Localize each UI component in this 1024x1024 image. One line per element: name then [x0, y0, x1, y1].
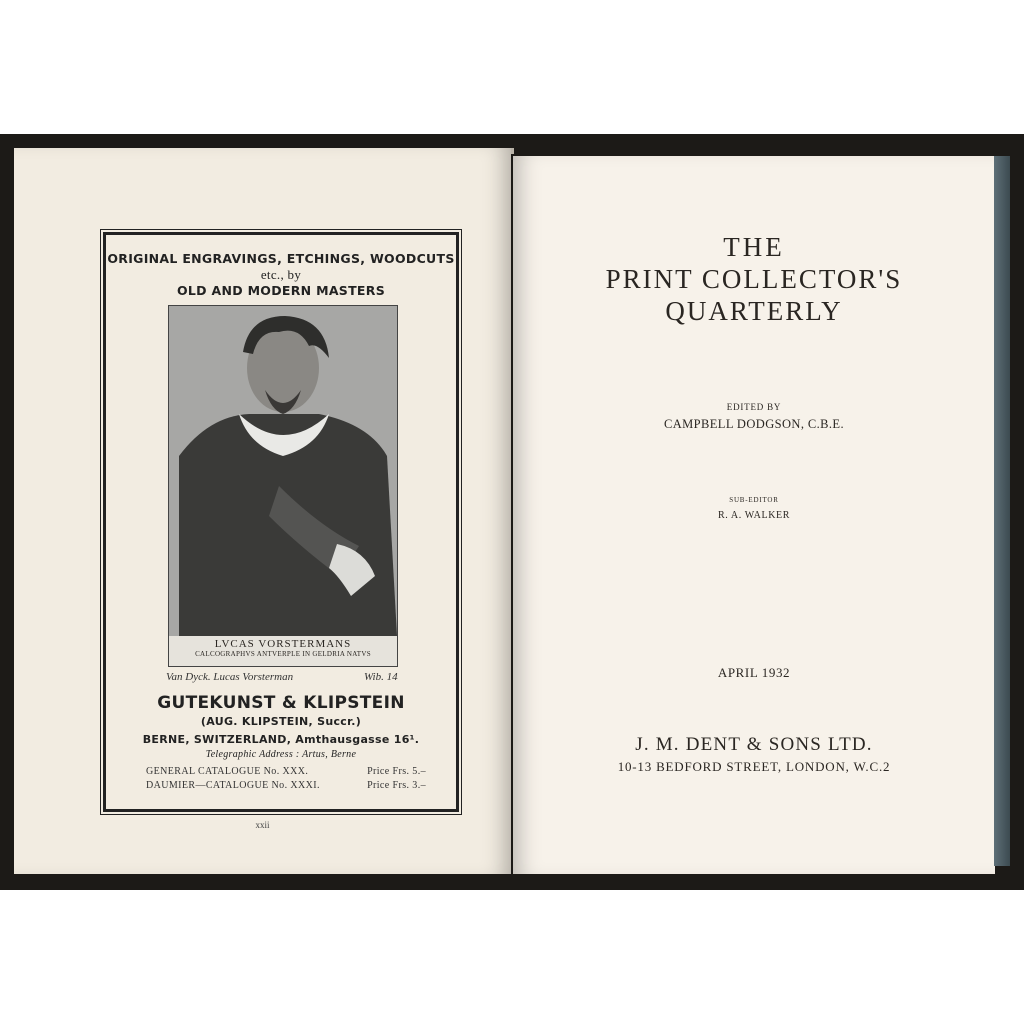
catalogue-price: Price Frs. 5.– — [367, 766, 426, 777]
page-number: xxii — [255, 820, 270, 830]
firm-name: GUTEKUNST & KLIPSTEIN — [157, 693, 405, 713]
catalogue-price: Price Frs. 3.– — [367, 780, 426, 791]
portrait-engraving — [168, 305, 398, 667]
advertisement-box — [103, 232, 459, 812]
firm-address: BERNE, SWITZERLAND, Amthausgasse 16¹. — [142, 733, 420, 746]
telegraphic-address: Telegraphic Address : Artus, Berne — [205, 749, 357, 760]
title-line-2: PRINT COLLECTOR'S — [605, 264, 903, 294]
engraving-reference: Wib. 14 — [364, 671, 398, 683]
title-line-1: THE — [723, 232, 785, 262]
issue-date: APRIL 1932 — [717, 665, 791, 680]
publisher-address: 10-13 BEDFORD STREET, LONDON, W.C.2 — [617, 759, 891, 774]
edited-by-label: EDITED BY — [726, 402, 782, 412]
publisher-name: J. M. DENT & SONS LTD. — [635, 734, 873, 755]
book-cover-edge — [994, 156, 1010, 866]
portrait-illustration — [169, 306, 397, 636]
firm-subtitle: (AUG. KLIPSTEIN, Succr.) — [200, 715, 362, 728]
left-page — [14, 148, 511, 874]
engraving-title: LVCAS VORSTERMANS — [214, 638, 352, 650]
ad-headline-2: etc., by — [260, 267, 302, 282]
catalogue-name: DAUMIER—CATALOGUE No. XXXI. — [146, 780, 320, 791]
catalogue-row — [146, 780, 426, 791]
catalogue-row — [146, 766, 426, 777]
editor-name: CAMPBELL DODGSON, C.B.E. — [664, 417, 844, 431]
ad-headline-3: OLD AND MODERN MASTERS — [176, 283, 385, 298]
title-line-3: QUARTERLY — [665, 296, 843, 326]
catalogue-name: GENERAL CATALOGUE No. XXX. — [146, 766, 309, 777]
sub-editor-name: R. A. WALKER — [717, 510, 791, 521]
engraving-caption: Van Dyck. Lucas Vorsterman — [166, 671, 294, 683]
engraving-subtitle: CALCOGRAPHVS ANTVERPLE IN GELDRIA NATVS — [195, 650, 371, 658]
ad-headline-1: ORIGINAL ENGRAVINGS, ETCHINGS, WOODCUTS — [107, 251, 455, 266]
sub-editor-label: SUB-EDITOR — [729, 496, 779, 504]
